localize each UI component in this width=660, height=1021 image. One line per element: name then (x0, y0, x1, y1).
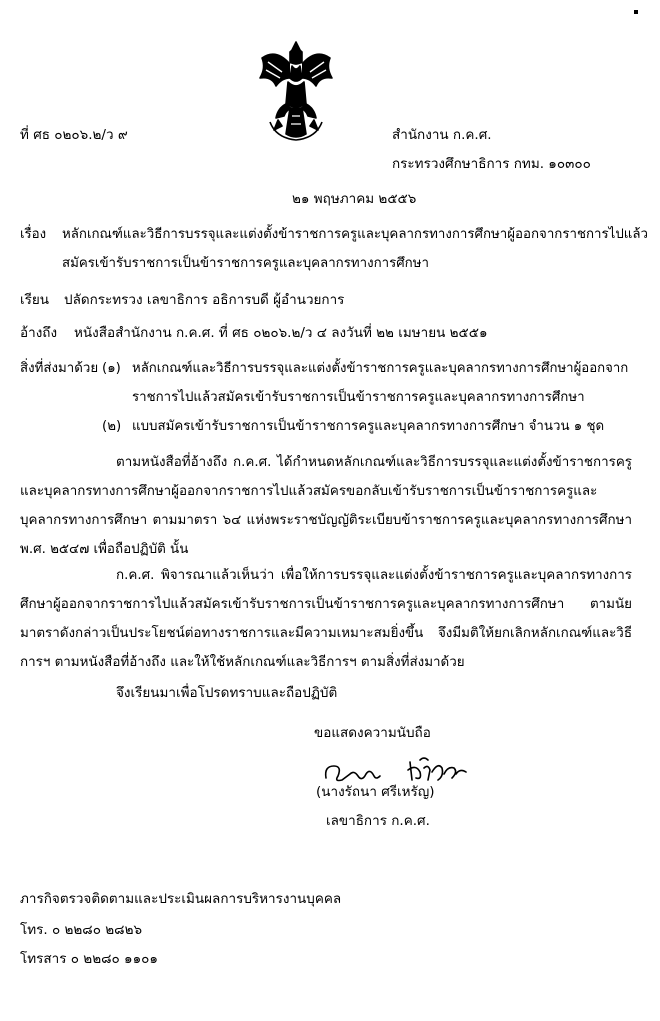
footer-telephone: โทร. ๐ ๒๒๘๐ ๒๘๒๖ (20, 922, 143, 938)
body-paragraph-1-text: ตามหนังสือที่อ้างถึง ก.ค.ศ. ได้กำหนดหลักเกณฑ์และวิธีการบรรจุและแต่งตั้งข้าราชการครูและบุคลากรทางการศึกษาผู้ออกจากราชการไปแล้วสมัครขอกลับเข้ารับราชการเป็นข้าราชการครูและบุคลากรทางการศึกษา ตามมาตรา ๖๔ แห่งพระราชบัญญัติระเบียบข้าราชการครูและบุคลากรทางการศึกษา พ.ศ. ๒๕๔๗ เพื่อถือปฏิบัติ นั้น (20, 455, 632, 557)
enclosure-1-line-1: หลักเกณฑ์และวิธีการบรรจุและแต่งตั้งข้าราชการครูและบุคลากรทางการศึกษาผู้ออกจาก (132, 361, 629, 376)
closing-line: จึงเรียนมาเพื่อโปรดทราบและถือปฏิบัติ (116, 685, 338, 701)
reference-label: อ้างถึง (20, 325, 58, 341)
office-address: กระทรวงศึกษาธิการ กทม. ๑๐๓๐๐ (392, 156, 591, 172)
body-paragraph-1 (20, 448, 632, 564)
garuda-emblem-icon (256, 38, 336, 142)
footer-unit: ภารกิจตรวจติดตามและประเมินผลการบริหารงานบุคคล (20, 891, 342, 907)
body-paragraph-2-text: ก.ค.ศ. พิจารณาแล้วเห็นว่า เพื่อให้การบรรจุและแต่งตั้งข้าราชการครูและบุคลากรทางการศึกษาผู้ออกจากราชการไปแล้วสมัครเข้ารับราชการเป็นข้าราชการครูและบุคลากรทางการศึกษา ตามนัยมาตราดังกล่าวเป็นประโยชน์ต่อทางราชการและมีความเหมาะสมยิ่งขึ้น จึงมีมติให้ยกเลิกหลักเกณฑ์และวิธีการฯ ตามหนังสือที่อ้างถึง และให้ใช้หลักเกณฑ์และวิธีการฯ ตามสิ่งที่ส่งมาด้วย (20, 568, 632, 670)
enclosures-label: สิ่งที่ส่งมาด้วย (20, 361, 99, 376)
reference-number: ที่ ศธ ๐๒๐๖.๒/ว ๙ (20, 127, 128, 143)
addressee-label: เรียน (20, 292, 50, 308)
addressee-text: ปลัดกระทรวง เลขาธิการ อธิการบดี ผู้อำนวยการ (64, 292, 345, 308)
salutation: ขอแสดงความนับถือ (314, 725, 431, 741)
signatory-name: (นางรัถนา ศรีเหรัญ) (316, 784, 435, 800)
letter-date: ๒๑ พฤษภาคม ๒๕๕๖ (292, 191, 417, 207)
body-paragraph-2 (20, 561, 632, 677)
enclosure-2-text: แบบสมัครเข้ารับราชการเป็นข้าราชการครูและบุคลากรทางการศึกษา จำนวน ๑ ชุด (132, 419, 605, 434)
enclosure-2-number: (๒) (102, 419, 122, 434)
subject-line-2: สมัครเข้ารับราชการเป็นข้าราชการครูและบุคลากรทางการศึกษา (62, 256, 429, 271)
signatory-position: เลขาธิการ ก.ค.ศ. (326, 813, 430, 829)
reference-text: หนังสือสำนักงาน ก.ค.ศ. ที่ ศธ ๐๒๐๖.๒/ว ๔ ลงวันที่ ๒๒ เมษายน ๒๕๕๑ (74, 325, 488, 341)
subject-label: เรื่อง (20, 227, 47, 242)
footer-fax: โทรสาร ๐ ๒๒๘๐ ๑๑๐๑ (20, 951, 158, 967)
subject-line-1: หลักเกณฑ์และวิธีการบรรจุและแต่งตั้งข้าราชการครูและบุคลากรทางการศึกษาผู้ออกจากราชการไปแล้ว (62, 227, 648, 242)
office-name: สำนักงาน ก.ค.ศ. (392, 127, 492, 143)
enclosure-1-number: (๑) (102, 361, 121, 376)
enclosure-1-line-2: ราชการไปแล้วสมัครเข้ารับราชการเป็นข้าราชการครูและบุคลากรทางการศึกษา (132, 390, 585, 405)
scan-dot (634, 10, 638, 14)
